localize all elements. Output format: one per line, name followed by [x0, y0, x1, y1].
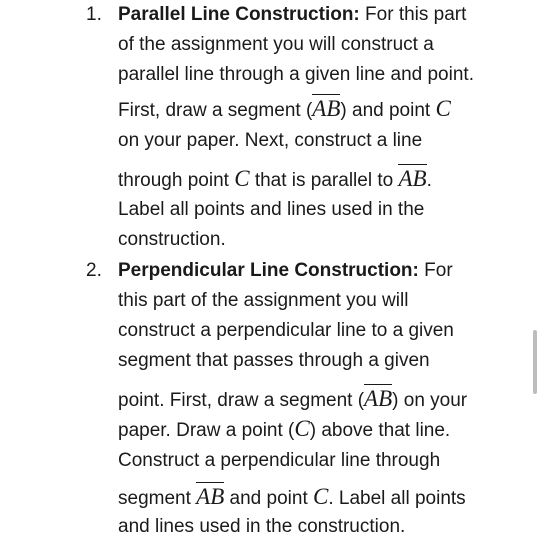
- text-line: through point C that is parallel to AB.: [118, 166, 432, 191]
- item-heading: Parallel Line Construction:: [118, 4, 360, 25]
- segment-ab: AB: [196, 484, 225, 509]
- point-c: C: [313, 484, 329, 509]
- text-line: construction.: [118, 229, 226, 250]
- segment-ab: AB: [398, 166, 427, 191]
- text-line: segment AB and point C. Label all points: [118, 484, 466, 509]
- text-line: Label all points and lines used in the: [118, 199, 425, 220]
- item-number: 2.: [86, 260, 102, 281]
- text-line: of the assignment you will construct a: [118, 34, 434, 55]
- text-line: this part of the assignment you will: [118, 290, 409, 311]
- text-line: Parallel Line Construction: For this part: [118, 4, 467, 25]
- text-line: construct a perpendicular line to a given: [118, 320, 454, 341]
- point-c: C: [234, 166, 250, 191]
- point-c: C: [435, 96, 451, 121]
- segment-ab: AB: [312, 96, 341, 121]
- text-line: Construct a perpendicular line through: [118, 450, 441, 471]
- text-line: and lines used in the construction.: [118, 516, 406, 537]
- vertical-scrollbar[interactable]: [533, 330, 537, 394]
- item-number: 1.: [86, 4, 102, 25]
- segment-ab: AB: [364, 386, 393, 411]
- text-line: Perpendicular Line Construction: For: [118, 260, 453, 281]
- text-line: paper. Draw a point (C) above that line.: [118, 416, 451, 441]
- item-heading: Perpendicular Line Construction:: [118, 260, 419, 281]
- text-line: point. First, draw a segment (AB) on your: [118, 386, 468, 411]
- text-line: on your paper. Next, construct a line: [118, 130, 423, 151]
- text-line: segment that passes through a given: [118, 350, 430, 371]
- text-line: parallel line through a given line and point.: [118, 64, 474, 85]
- text-line: First, draw a segment (AB) and point C: [118, 96, 451, 121]
- point-c: C: [294, 416, 310, 441]
